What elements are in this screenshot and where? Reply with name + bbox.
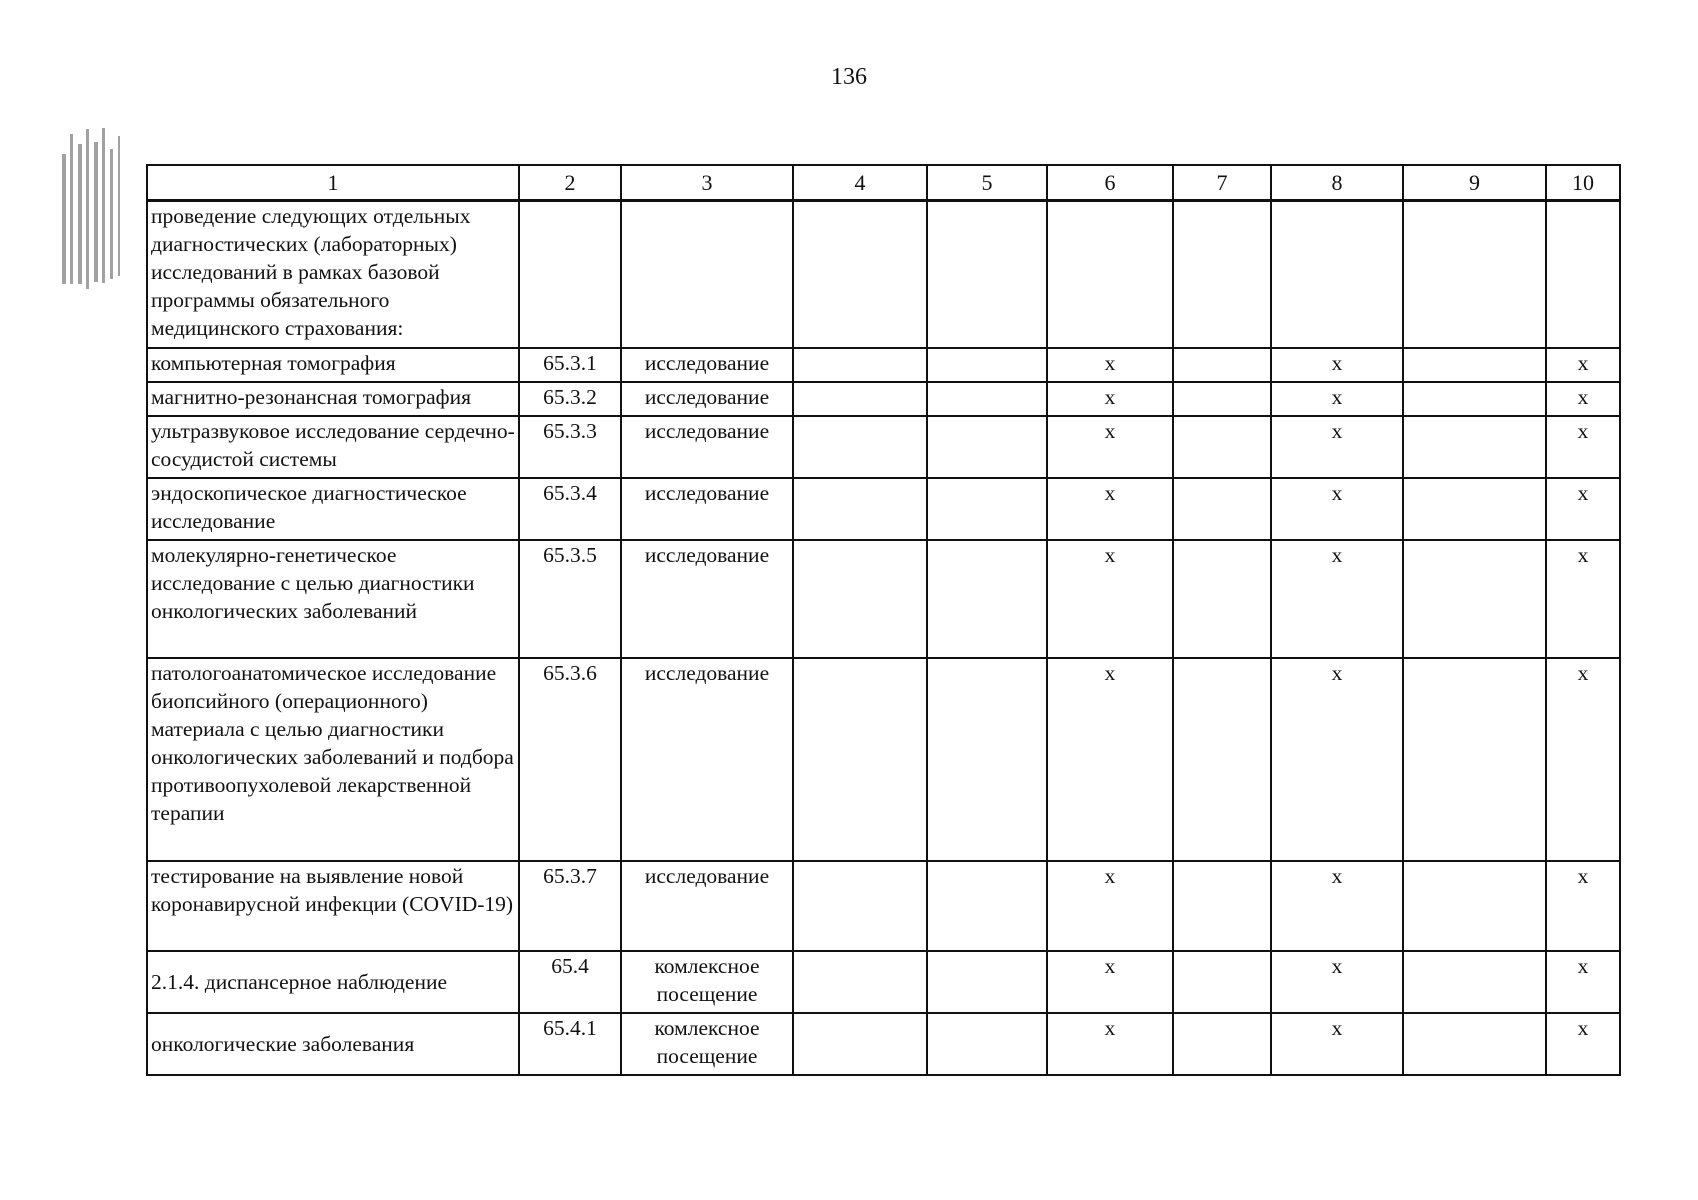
empty-cell: [793, 861, 927, 951]
empty-cell: [793, 201, 927, 348]
row-mark-col6: х: [1047, 951, 1173, 1013]
empty-cell: [927, 348, 1047, 382]
row-mark-col10: х: [1546, 382, 1620, 416]
table-row: [147, 658, 1620, 861]
row-mark-col8: х: [1271, 861, 1403, 951]
row-mark-col10: х: [1546, 348, 1620, 382]
empty-cell: [793, 540, 927, 658]
column-header: 10: [1546, 165, 1620, 201]
empty-cell: [1403, 951, 1546, 1013]
row-unit: комлексное посещение: [621, 951, 793, 1013]
row-name: молекулярно-генетическое исследование с целью диагностики онкологических заболеваний: [147, 540, 519, 658]
column-header: 3: [621, 165, 793, 201]
row-name: проведение следующих отдельных диагностических (лабораторных) исследований в рамках базовой программы обязательного медицинского страхования:: [147, 201, 519, 348]
empty-cell: [1403, 478, 1546, 540]
row-mark-col8: х: [1271, 658, 1403, 861]
row-code: 65.4: [519, 951, 621, 1013]
empty-cell: [793, 416, 927, 478]
page-number: 136: [831, 64, 867, 90]
empty-cell: [1173, 658, 1271, 861]
empty-cell: [793, 382, 927, 416]
empty-cell: [793, 1013, 927, 1075]
row-mark-col6: х: [1047, 348, 1173, 382]
row-name: 2.1.4. диспансерное наблюдение: [147, 951, 519, 1013]
empty-cell: [1173, 861, 1271, 951]
row-name: магнитно-резонансная томография: [147, 382, 519, 416]
empty-cell: [1173, 416, 1271, 478]
empty-cell: [927, 540, 1047, 658]
row-code: 65.3.5: [519, 540, 621, 658]
row-mark-col6: х: [1047, 861, 1173, 951]
row-mark-col6: х: [1047, 382, 1173, 416]
row-mark-col6: х: [1047, 478, 1173, 540]
row-code: 65.3.7: [519, 861, 621, 951]
table-row: [147, 861, 1620, 951]
empty-cell: [927, 382, 1047, 416]
row-unit: исследование: [621, 658, 793, 861]
row-mark-col8: х: [1271, 416, 1403, 478]
table-row: [147, 348, 1620, 382]
row-mark-col8: [1271, 201, 1403, 348]
row-mark-col8: х: [1271, 540, 1403, 658]
row-mark-col6: х: [1047, 540, 1173, 658]
header-row: [147, 165, 1620, 201]
row-name: эндоскопическое диагностическое исследование: [147, 478, 519, 540]
empty-cell: [1403, 348, 1546, 382]
empty-cell: [793, 951, 927, 1013]
empty-cell: [927, 201, 1047, 348]
empty-cell: [1403, 540, 1546, 658]
row-code: 65.3.3: [519, 416, 621, 478]
empty-cell: [1403, 861, 1546, 951]
row-mark-col6: х: [1047, 658, 1173, 861]
empty-cell: [927, 1013, 1047, 1075]
empty-cell: [927, 951, 1047, 1013]
table-row: [147, 1013, 1620, 1075]
row-unit: исследование: [621, 416, 793, 478]
row-name: ультразвуковое исследование сердечно-сосудистой системы: [147, 416, 519, 478]
column-header: 5: [927, 165, 1047, 201]
empty-cell: [1173, 1013, 1271, 1075]
row-name: компьютерная томография: [147, 348, 519, 382]
row-mark-col8: х: [1271, 348, 1403, 382]
table-row: [147, 201, 1620, 348]
data-table: [146, 164, 1621, 1076]
row-unit: исследование: [621, 382, 793, 416]
empty-cell: [927, 478, 1047, 540]
row-code: 65.3.1: [519, 348, 621, 382]
row-unit: исследование: [621, 861, 793, 951]
empty-cell: [927, 861, 1047, 951]
row-unit: исследование: [621, 540, 793, 658]
row-name: патологоанатомическое исследование биопсийного (операционного) материала с целью диагностики онкологических заболеваний и подбора противоопухолевой лекарственной терапии: [147, 658, 519, 861]
table-row: [147, 416, 1620, 478]
empty-cell: [793, 658, 927, 861]
row-code: 65.4.1: [519, 1013, 621, 1075]
column-header: 6: [1047, 165, 1173, 201]
empty-cell: [1173, 951, 1271, 1013]
row-unit: исследование: [621, 348, 793, 382]
empty-cell: [1403, 201, 1546, 348]
row-mark-col8: х: [1271, 951, 1403, 1013]
row-mark-col10: х: [1546, 540, 1620, 658]
empty-cell: [1173, 201, 1271, 348]
table-row: [147, 540, 1620, 658]
row-mark-col8: х: [1271, 382, 1403, 416]
row-code: 65.3.6: [519, 658, 621, 861]
column-header: 4: [793, 165, 927, 201]
table-row: [147, 951, 1620, 1013]
empty-cell: [1173, 540, 1271, 658]
empty-cell: [1173, 382, 1271, 416]
empty-cell: [1403, 1013, 1546, 1075]
column-header: 8: [1271, 165, 1403, 201]
empty-cell: [927, 658, 1047, 861]
column-header: 2: [519, 165, 621, 201]
row-name: тестирование на выявление новой коронавирусной инфекции (COVID-19): [147, 861, 519, 951]
column-header: 7: [1173, 165, 1271, 201]
row-mark-col10: [1546, 201, 1620, 348]
empty-cell: [1173, 478, 1271, 540]
table-row: [147, 478, 1620, 540]
row-name: онкологические заболевания: [147, 1013, 519, 1075]
row-code: 65.3.4: [519, 478, 621, 540]
row-mark-col10: х: [1546, 861, 1620, 951]
row-mark-col10: х: [1546, 658, 1620, 861]
empty-cell: [793, 478, 927, 540]
empty-cell: [1403, 658, 1546, 861]
row-unit: комлексное посещение: [621, 1013, 793, 1075]
column-header: 9: [1403, 165, 1546, 201]
empty-cell: [1403, 382, 1546, 416]
row-mark-col6: х: [1047, 1013, 1173, 1075]
empty-cell: [1403, 416, 1546, 478]
row-unit: [621, 201, 793, 348]
empty-cell: [793, 348, 927, 382]
row-unit: исследование: [621, 478, 793, 540]
side-stamp-mark: [58, 124, 128, 304]
empty-cell: [927, 416, 1047, 478]
row-mark-col6: х: [1047, 416, 1173, 478]
row-mark-col10: х: [1546, 951, 1620, 1013]
row-mark-col10: х: [1546, 1013, 1620, 1075]
row-mark-col6: [1047, 201, 1173, 348]
row-mark-col10: х: [1546, 478, 1620, 540]
empty-cell: [1173, 348, 1271, 382]
row-mark-col10: х: [1546, 416, 1620, 478]
row-code: 65.3.2: [519, 382, 621, 416]
column-header: 1: [147, 165, 519, 201]
row-mark-col8: х: [1271, 478, 1403, 540]
row-mark-col8: х: [1271, 1013, 1403, 1075]
row-code: [519, 201, 621, 348]
table-row: [147, 382, 1620, 416]
